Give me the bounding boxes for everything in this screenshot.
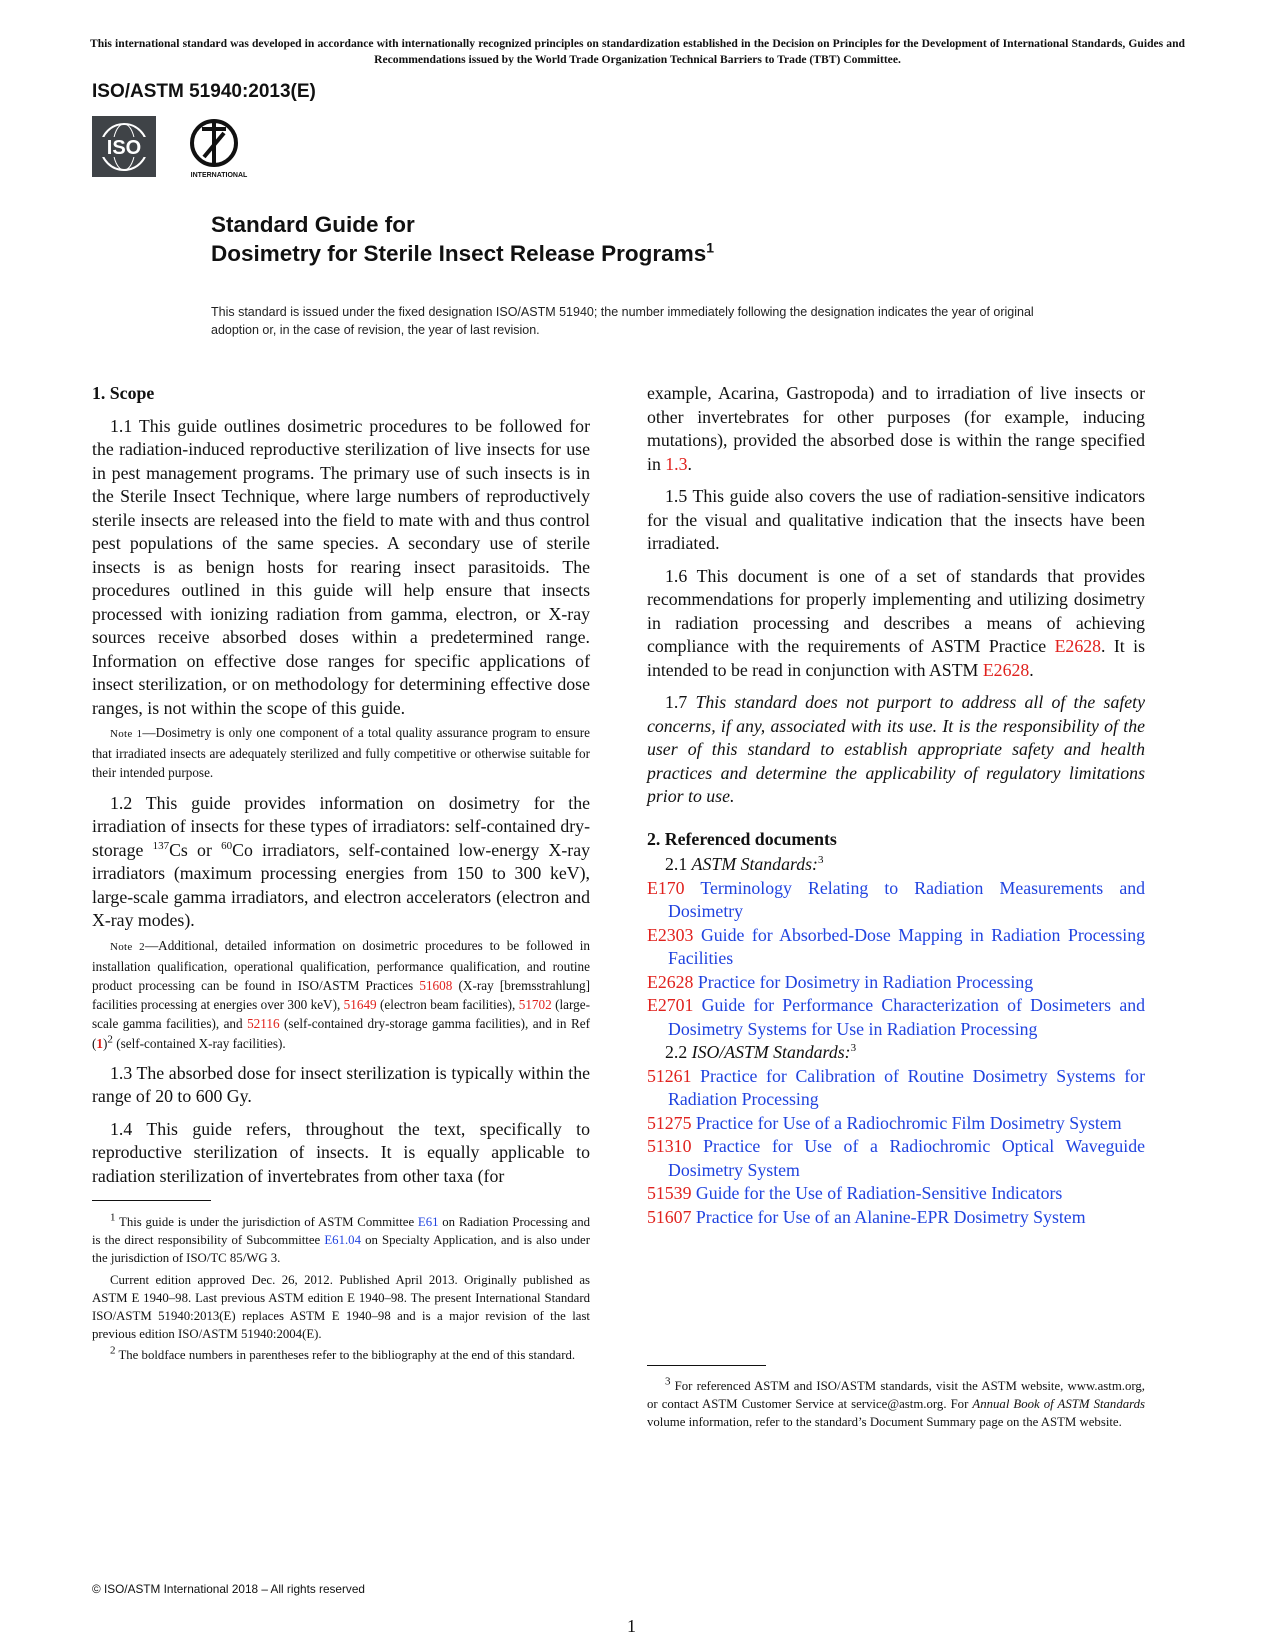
para-1-1: 1.1 This guide outlines dosimetric procedures to be followed for the radiation-induced reproductive sterilization of live insects for use in pest management programs. The primary use of such insects is in the Sterile Insect Technique, where large numbers of reproductively sterile insects are released into the field to mate with and thus control pest populations of the same species. A secondary use of sterile insects is as benign hosts for rearing insect parasitoids. The procedures outlined in this guide will help ensure that insects processed with ionizing radiation from gamma, electron, or X-ray sources receive absorbed doses within a predetermined range. Information on effective dose ranges for specific applications of insect sterilization, or on methodology for determining effective dose ranges, is not within the scope of this guide. — [92, 415, 590, 718]
svg-text:INTERNATIONAL: INTERNATIONAL — [190, 172, 248, 179]
reference-code[interactable]: E2628 — [647, 971, 694, 992]
isoastm-reference-list — [647, 1065, 1145, 1230]
reference-code[interactable]: 51275 — [647, 1112, 692, 1133]
page-number: 1 — [627, 1616, 636, 1636]
footnote-3: $^3$ For referenced ASTM and ISO/ASTM standards, visit the ASTM website, www.astm.org, or contact ASTM Customer Service at service@astm.org. For Annual Book of ASTM Standards volume information, refer to the standard’s Document Summary page on the ASTM website. — [647, 1375, 1145, 1430]
subsection-2-2: 2.2 ISO/ASTM Standards:$^3$ — [665, 1042, 857, 1062]
reference-item[interactable] — [647, 1065, 1145, 1112]
footnotes-right — [647, 1377, 1145, 1432]
reference-title[interactable]: Terminology Relating to Radiation Measurements and Dosimetry — [668, 877, 1145, 921]
issued-statement: This standard is issued under the fixed designation ISO/ASTM 51940; the number immediately following the designation indicates the year of original adoption or, in the case of revision, the year of last revision. — [211, 305, 1034, 337]
para-1-7: 1.7 This standard does not purport to address all of the safety concerns, if any, associated with its use. It is the responsibility of the user of this standard to establish appropriate safety and health practices and determine the applicability of regulatory limitations prior to use. — [647, 692, 1145, 806]
reference-item[interactable] — [647, 1135, 1145, 1182]
reference-code[interactable]: 51539 — [647, 1183, 692, 1203]
link-51649[interactable]: 51649 — [343, 997, 377, 1013]
copyright: © ISO/ASTM International 2018 – All rights reserved — [92, 1582, 365, 1596]
reference-code[interactable]: 51607 — [647, 1206, 692, 1227]
title-footnote-mark: 1 — [706, 239, 715, 256]
link-51608[interactable]: 51608 — [419, 978, 453, 994]
note-2: Note 2—Additional, detailed information on dosimetric procedures to be followed in installation qualification, operational qualification, performance qualification, and routine product processing can be found in ISO/ASTM Practices 51608 (X-ray [bremsstrahlung] facilities processing at energies over 300 keV), 51649 (electron beam facilities), 51702 (large-scale gamma facilities), and 52116 (self-contained dry-storage gamma facilities), and in Ref $(1)^2$ (self-contained X-ray facilities). — [92, 937, 590, 1051]
iso-logo — [92, 116, 156, 177]
para-1-6: 1.6 This document is one of a set of standards that provides recommendations for properly implementing and utilizing dosimetry in radiation processing and describes a means of achieving compliance with the requirements of ASTM Practice E2628. It is intended to be read in conjunction with ASTM E2628. — [647, 565, 1146, 680]
reference-code[interactable]: E170 — [647, 877, 685, 898]
reference-code[interactable]: 51261 — [647, 1065, 692, 1086]
reference-title[interactable]: Practice for Calibration of Routine Dosimetry Systems for Radiation Processing — [668, 1065, 1145, 1109]
reference-title[interactable]: Practice for Use of a Radiochromic Optical Waveguide Dosimetry System — [668, 1136, 1145, 1180]
link-e2628[interactable]: E2628 — [1054, 636, 1101, 656]
astm-logo — [180, 113, 260, 183]
section-1-heading: 1. Scope — [92, 383, 155, 403]
note-1: Note 1—Dosimetry is only one component of a total quality assurance program to ensure that irradiated insects are adequately sterilized and fully competitive or otherwise suitable for their intended purpose. — [92, 725, 591, 781]
footnote-1: $^1$ This guide is under the jurisdiction of ASTM Committee E61 on Radiation Processing and is the direct responsibility of Subcommittee E61.04 on Specialty Application, and is also under the jurisdiction of ISO/TC 85/WG 3. — [92, 1211, 590, 1266]
designation: ISO/ASTM 51940:2013(E) — [92, 81, 316, 102]
reference-item[interactable] — [647, 971, 1145, 995]
link-52116[interactable]: 52116 — [247, 1016, 280, 1032]
reference-item[interactable] — [647, 1112, 1145, 1136]
astm-reference-list — [647, 877, 1145, 1042]
title-line-1: Standard Guide for — [211, 212, 415, 237]
link-51702[interactable]: 51702 — [518, 997, 552, 1013]
reference-code[interactable]: 51310 — [647, 1136, 692, 1156]
reference-code[interactable]: E2303 — [647, 924, 694, 945]
reference-item[interactable] — [647, 924, 1145, 971]
top-notice: This international standard was developed in accordance with internationally recognized principles on standardization established in the Decision on Principles for the Development of International Standards, Guides and Recommendations issued by the World Trade Organization Technical Barriers to Trade (TBT) Committee. — [90, 37, 1185, 66]
right-column — [647, 382, 1145, 1229]
reference-code[interactable]: E2701 — [647, 995, 694, 1015]
reference-item[interactable] — [647, 994, 1145, 1041]
link-e61-04[interactable]: E61.04 — [324, 1233, 361, 1248]
reference-title[interactable]: Practice for Dosimetry in Radiation Processing — [693, 971, 1034, 992]
link-ref-1[interactable]: 1 — [96, 1035, 103, 1051]
para-1-4-start: 1.4 This guide refers, throughout the text, specifically to reproductive sterilization of insects. It is equally applicable to radiation sterilization of invertebrates from other taxa (for — [92, 1118, 590, 1186]
reference-title[interactable]: Guide for Absorbed-Dose Mapping in Radiation Processing Facilities — [668, 924, 1145, 968]
para-1-5: 1.5 This guide also covers the use of radiation-sensitive indicators for the visual and qualitative indication that the insects have been irradiated. — [647, 486, 1145, 553]
section-2-heading: 2. Referenced documents — [647, 828, 837, 849]
left-column — [92, 382, 590, 1188]
footnote-2: $^2$ The boldface numbers in parentheses refer to the bibliography at the end of this standard. — [110, 1345, 576, 1363]
para-1-3: 1.3 The absorbed dose for insect sterilization is typically within the range of 20 to 600 Gy. — [92, 1062, 590, 1107]
footnote-rule-left — [92, 1200, 211, 1201]
reference-title[interactable]: Practice for Use of a Radiochromic Film Dosimetry System — [691, 1112, 1122, 1133]
svg-text:ISO: ISO — [106, 136, 142, 159]
reference-title[interactable]: Guide for the Use of Radiation-Sensitive Indicators — [691, 1183, 1063, 1203]
link-e2628-second[interactable]: E2628 — [982, 659, 1030, 680]
title-line-2: Dosimetry for Sterile Insect Release Programs$^1$ — [211, 239, 715, 266]
footnotes-left — [92, 1213, 590, 1365]
reference-item[interactable] — [647, 877, 1145, 924]
subsection-2-1: 2.1 ASTM Standards:$^3$ — [665, 854, 824, 874]
link-e61[interactable]: E61 — [417, 1215, 439, 1229]
footnote-rule-right — [647, 1365, 766, 1366]
reference-item[interactable] — [647, 1206, 1145, 1230]
reference-title[interactable]: Practice for Use of an Alanine-EPR Dosimetry System — [691, 1206, 1086, 1227]
reference-item[interactable] — [647, 1182, 1145, 1206]
reference-title[interactable]: Guide for Performance Characterization of Dosimeters and Dosimetry Systems for Use in Radiation Processing — [668, 995, 1145, 1039]
footnote-1-edition: Current edition approved Dec. 26, 2012. Published April 2013. Originally published as ASTM E 1940–98. Last previous ASTM edition E 1940–98. The present International Standard ISO/ASTM 51940:2013(E) replaces ASTM E 1940–98 and is a major revision of the last previous edition ISO/ASTM 51940:2004(E). — [92, 1272, 590, 1342]
para-1-4-continued: example, Acarina, Gastropoda) and to irradiation of live insects or other invertebrates for other purposes (for example, inducing mutations), provided the absorbed dose is within the range specified in 1.3. — [647, 383, 1145, 474]
para-1-2: 1.2 This guide provides information on dosimetry for the irradiation of insects for these types of irradiators: self-contained dry-storage $^{137}$Cs or $^{60}$Co irradiators, self-contained low-energy X-ray irradiators (maximum processing energies from 150 to 300 keV), large-scale gamma irradiators, and electron accelerators (electron and X-ray modes). — [92, 792, 590, 931]
link-section-1-3[interactable]: 1.3 — [665, 453, 688, 474]
